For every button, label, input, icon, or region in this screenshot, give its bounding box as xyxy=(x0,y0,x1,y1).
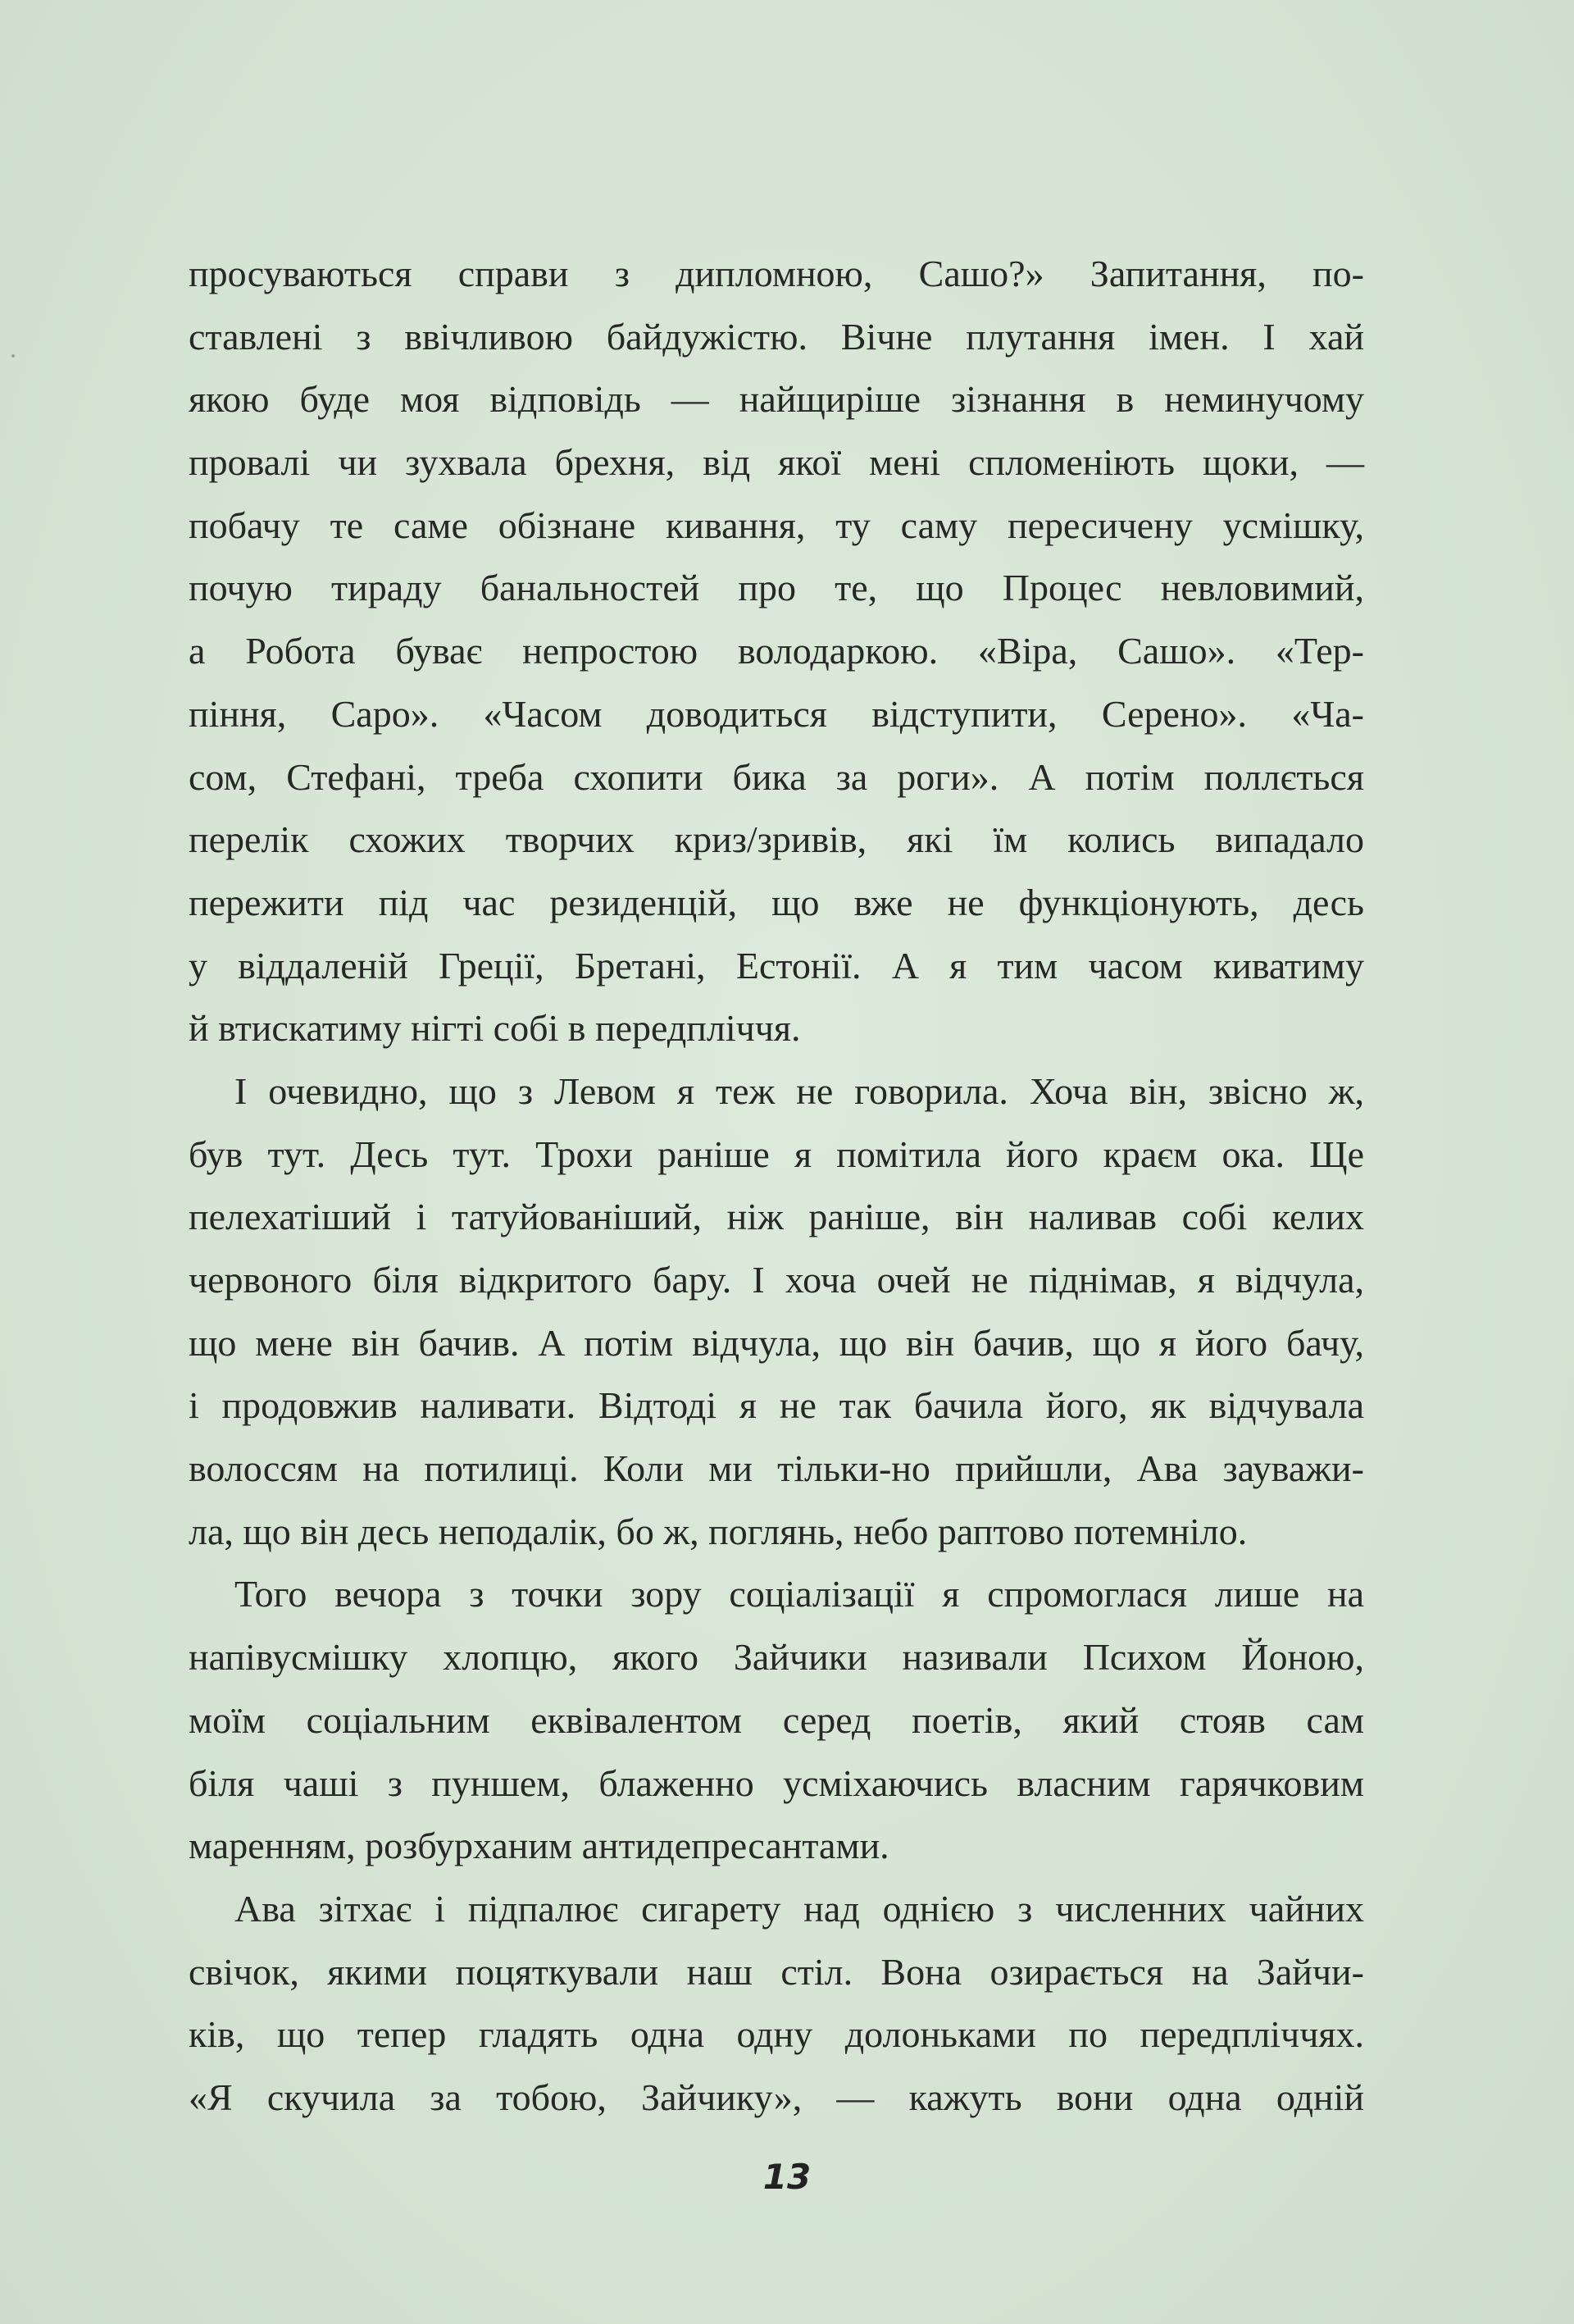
page-number: 13 xyxy=(762,2157,812,2197)
text-line: піння, Саро». «Часом доводиться відступити, Серено». «Ча- xyxy=(189,692,1364,735)
text-line: червоного біля відкритого бару. І хоча очей не піднімав, я відчула, xyxy=(189,1259,1364,1301)
text-line: ків, що тепер гладять одна одну долоньками по передпліччях. xyxy=(189,2013,1364,2056)
text-line: почую тираду банальностей про те, що Процес невловимий, xyxy=(189,567,1364,609)
text-line: провалі чи зухвала брехня, від якої мені спломеніють щоки, — xyxy=(189,441,1364,484)
text-line: напівусмішку хлопцю, якого Зайчики називали Психом Йоною, xyxy=(189,1636,1364,1679)
text-line: перелік схожих творчих криз/зривів, які їм колись випадало xyxy=(189,818,1364,861)
text-line: свічок, якими поцяткували наш стіл. Вона озирається на Зайчи- xyxy=(189,1950,1364,1993)
text-line: у віддаленій Греції, Бретані, Естонії. А я тим часом киватиму xyxy=(189,944,1364,987)
text-line: моїм соціальним еквівалентом серед поетів, який стояв сам xyxy=(189,1698,1364,1741)
text-line: Того вечора з точки зору соціалізації я спромоглася лише на xyxy=(234,1573,1364,1615)
text-line: біля чаші з пуншем, блаженно усміхаючись власним гарячковим xyxy=(189,1761,1364,1804)
text-line: побачу те саме обізнане кивання, ту саму пересичену усмішку, xyxy=(189,504,1364,546)
text-line: пережити під час резиденцій, що вже не функціонують, десь xyxy=(189,881,1364,923)
body-text xyxy=(189,243,1364,2130)
text-line: ла, що він десь неподалік, бо ж, поглянь, небо раптово потемніло. xyxy=(189,1510,1248,1552)
text-line: волоссям на потилиці. Коли ми тільки-но прийшли, Ава зауважи- xyxy=(189,1447,1364,1490)
text-line: сом, Стефані, треба схопити бика за роги». А потім поллється xyxy=(189,755,1364,798)
text-line: що мене він бачив. А потім відчула, що він бачив, що я його бачу, xyxy=(189,1321,1364,1364)
text-line: І очевидно, що з Левом я теж не говорила. Хоча він, звісно ж, xyxy=(234,1069,1364,1112)
text-line: пелехатіший і татуйованіший, ніж раніше, він наливав собі келих xyxy=(189,1196,1364,1238)
text-line: ставлені з ввічливою байдужістю. Вічне плутання імен. І хай xyxy=(189,315,1364,358)
text-line: Ава зітхає і підпалює сигарету над однією з численних чайних xyxy=(234,1887,1364,1930)
text-line: маренням, розбурханим антидепресантами. xyxy=(189,1825,889,1867)
text-line: а Робота буває непростою володаркою. «Віра, Сашо». «Тер- xyxy=(189,630,1364,672)
text-line: і продовжив наливати. Відтоді я не так бачила його, як відчувала xyxy=(189,1384,1364,1427)
scan-speck xyxy=(11,354,15,358)
text-line: просуваються справи з дипломною, Сашо?» Запитання, по- xyxy=(189,253,1364,294)
text-line: був тут. Десь тут. Трохи раніше я помітила його краєм ока. Ще xyxy=(189,1132,1364,1175)
text-line: якою буде моя відповідь — найщиріше зізнання в неминучому xyxy=(189,378,1364,421)
text-line: й втискатиму нігті собі в передпліччя. xyxy=(189,1007,801,1050)
text-line: «Я скучила за тобою, Зайчику», — кажуть вони одна одній xyxy=(189,2076,1364,2118)
